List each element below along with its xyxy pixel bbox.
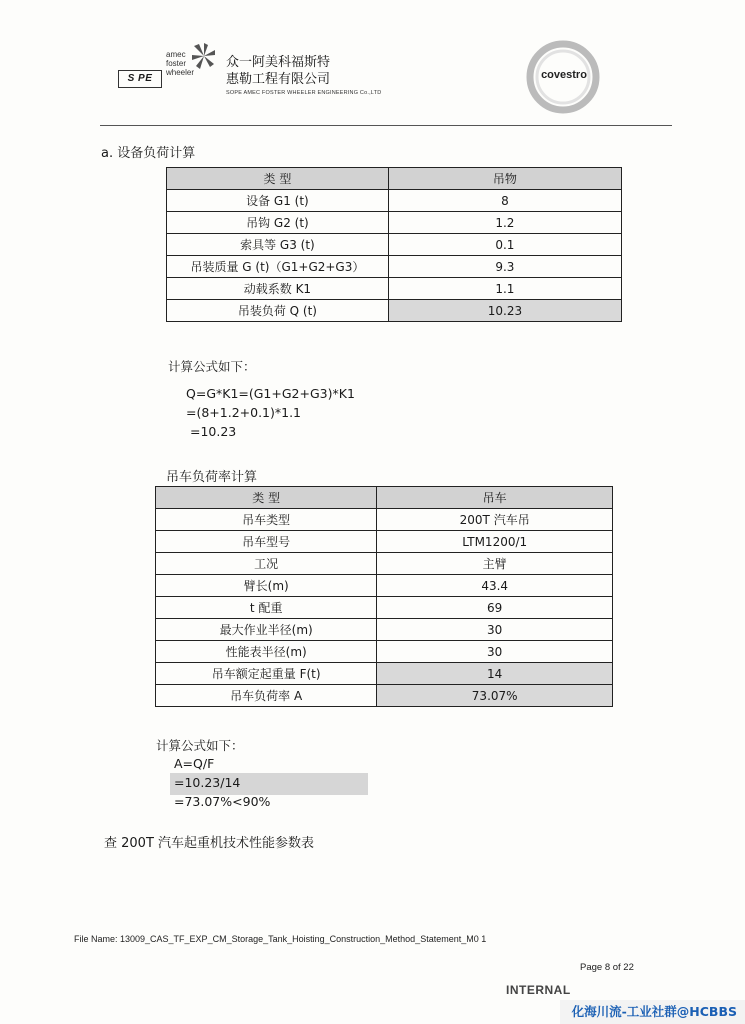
table-cell: 臂长(m) bbox=[156, 575, 377, 597]
table-cell: 30 bbox=[377, 641, 613, 663]
fan-icon bbox=[190, 42, 218, 70]
table-cell: 动载系数 K1 bbox=[167, 278, 389, 300]
table-row bbox=[167, 234, 622, 256]
table-cell: 吊车型号 bbox=[156, 531, 377, 553]
table-cell: 主臂 bbox=[377, 553, 613, 575]
formula-heading: 计算公式如下： bbox=[156, 738, 244, 753]
table-row bbox=[156, 663, 613, 685]
footer-filename: File Name: 13009_CAS_TF_EXP_CM_Storage_Tank_Hoisting_Construction_Method_Statement_M0 1 bbox=[74, 934, 487, 944]
formula-heading: 计算公式如下： bbox=[168, 359, 256, 374]
table-header-cell: 吊物 bbox=[388, 168, 621, 190]
load-rate-formula bbox=[174, 754, 270, 811]
formula-line: Q=G*K1=(G1+G2+G3)*K1 bbox=[186, 386, 355, 401]
table-cell: 最大作业半径(m) bbox=[156, 619, 377, 641]
table-header-cell: 吊车 bbox=[377, 487, 613, 509]
formula-line: =(8+1.2+0.1)*1.1 bbox=[186, 405, 302, 420]
table-cell: 性能表半径(m) bbox=[156, 641, 377, 663]
table-header-row bbox=[167, 168, 622, 190]
table-cell: 1.2 bbox=[388, 212, 621, 234]
table-cell: 吊装质量 G (t)（G1+G2+G3） bbox=[167, 256, 389, 278]
table-cell-result: 73.07% bbox=[377, 685, 613, 707]
table-row bbox=[156, 575, 613, 597]
table-cell: LTM1200/1 bbox=[377, 531, 613, 553]
covestro-wordmark: covestro bbox=[541, 69, 587, 81]
page-header bbox=[100, 36, 680, 128]
table-header-row bbox=[156, 487, 613, 509]
table-row bbox=[167, 190, 622, 212]
table-cell: 吊装负荷 Q (t) bbox=[167, 300, 389, 322]
table-row bbox=[156, 597, 613, 619]
classification-stamp: INTERNAL bbox=[506, 983, 571, 997]
table-row bbox=[156, 553, 613, 575]
section-b-title: 吊车负荷率计算 bbox=[166, 470, 258, 485]
table-cell-result: 14 bbox=[377, 663, 613, 685]
table-row bbox=[167, 278, 622, 300]
table-row bbox=[167, 256, 622, 278]
table-cell: 吊钩 G2 (t) bbox=[167, 212, 389, 234]
table-row bbox=[167, 212, 622, 234]
formula-line: A=Q/F bbox=[174, 756, 215, 771]
sope-amec-logo bbox=[118, 42, 382, 102]
company-name-en: SOPE AMEC FOSTER WHEELER ENGINEERING Co.,LTD bbox=[226, 90, 382, 96]
table-row bbox=[167, 300, 622, 322]
table-cell: 8 bbox=[388, 190, 621, 212]
table-row bbox=[156, 619, 613, 641]
table-cell: 9.3 bbox=[388, 256, 621, 278]
table-cell: 工况 bbox=[156, 553, 377, 575]
table-cell: t 配重 bbox=[156, 597, 377, 619]
formula-line: =10.23 bbox=[190, 424, 237, 439]
table-cell: 1.1 bbox=[388, 278, 621, 300]
table-cell: 200T 汽车吊 bbox=[377, 509, 613, 531]
crane-load-rate-table bbox=[155, 486, 613, 707]
table-cell: 索具等 G3 (t) bbox=[167, 234, 389, 256]
load-formula bbox=[186, 384, 355, 441]
table-cell: 69 bbox=[377, 597, 613, 619]
sope-logo-mark: S PE bbox=[118, 70, 162, 88]
table-cell: 吊车类型 bbox=[156, 509, 377, 531]
table-header-cell: 类 型 bbox=[167, 168, 389, 190]
section-a-title: a. 设备负荷计算 bbox=[101, 146, 196, 161]
table-row bbox=[156, 685, 613, 707]
table-cell: 0.1 bbox=[388, 234, 621, 256]
table-cell: 吊车额定起重量 F(t) bbox=[156, 663, 377, 685]
page-number: Page 8 of 22 bbox=[580, 962, 634, 973]
table-cell: 吊车负荷率 A bbox=[156, 685, 377, 707]
formula-line: =73.07%<90% bbox=[174, 794, 271, 809]
header-rule bbox=[100, 125, 672, 126]
table-cell: 43.4 bbox=[377, 575, 613, 597]
table-row bbox=[156, 641, 613, 663]
table-row bbox=[156, 531, 613, 553]
table-header-cell: 类 型 bbox=[156, 487, 377, 509]
formula-line: =10.23/14 bbox=[174, 775, 241, 790]
equipment-load-table bbox=[166, 167, 622, 322]
table-row bbox=[156, 509, 613, 531]
company-name-cn: 众一阿美科福斯特 惠勒工程有限公司 bbox=[226, 55, 331, 87]
lookup-note: 查 200T 汽车起重机技术性能参数表 bbox=[104, 836, 315, 851]
table-cell: 设备 G1 (t) bbox=[167, 190, 389, 212]
table-cell-result: 10.23 bbox=[388, 300, 621, 322]
watermark: 化海川流-工业社群@HCBBS bbox=[560, 1000, 745, 1024]
table-cell: 30 bbox=[377, 619, 613, 641]
amec-foster-wheeler-wordmark: amec foster wheeler bbox=[166, 50, 195, 77]
